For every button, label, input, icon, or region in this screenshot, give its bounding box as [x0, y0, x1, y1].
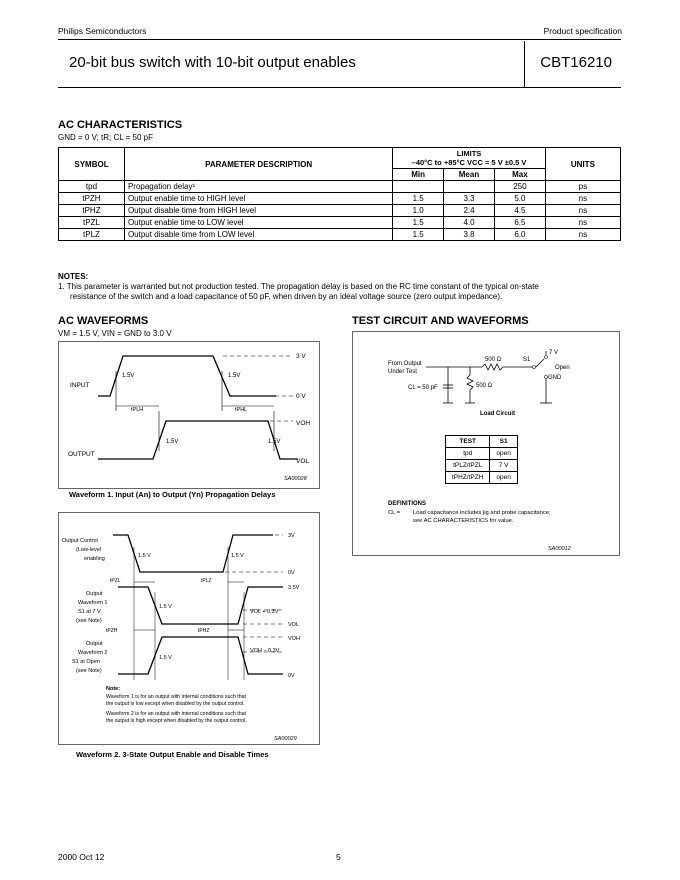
w1-label-3: S1 at 7 V: [78, 609, 101, 615]
ac-waveforms-conditions: VM = 1.5 V, VIN = GND to 3.0 V: [58, 329, 172, 338]
col-limits: LIMITS –40°C to +85°C VCC = 5 V ±0.5 V: [393, 148, 546, 169]
s1-cell: open: [490, 448, 517, 460]
mean-cell: 3.8: [444, 229, 495, 241]
m15-3: 1.5V: [166, 439, 179, 445]
max-cell: 6.5: [495, 217, 546, 229]
page-title: 20-bit bus switch with 10-bit output enables: [69, 54, 356, 71]
r2-label: 500 Ω: [476, 383, 493, 389]
table-row: [59, 193, 621, 205]
input-label: INPUT: [70, 382, 90, 389]
table-row: [446, 448, 518, 460]
ac-char-table: [58, 147, 621, 241]
w2-v0: 0V: [288, 570, 295, 576]
symbol-cell: tPZH: [59, 193, 125, 205]
gnd-label: GND: [548, 375, 562, 381]
units-cell: ns: [545, 205, 620, 217]
w2-note-2b: the output is high except when disabled by the output control.: [106, 718, 247, 724]
mean-cell: 3.3: [444, 193, 495, 205]
test-circuit-heading: TEST CIRCUIT AND WAVEFORMS: [352, 315, 529, 327]
from-label-1: From Output: [388, 361, 422, 367]
header-rule: [58, 39, 621, 40]
s1-table: [445, 435, 518, 484]
ac-waveforms-heading: AC WAVEFORMS: [58, 315, 149, 327]
table-row: [59, 181, 621, 193]
max-cell: 4.5: [495, 205, 546, 217]
w2-label-2: Waveform 2: [78, 650, 108, 656]
wf2-code: SA00029: [274, 736, 297, 742]
min-cell: 1.5: [393, 193, 444, 205]
param-cell: Output disable time from LOW level: [124, 229, 392, 241]
w2-note-1b: the output is low except when disabled by the output control.: [106, 701, 245, 707]
v3-label: 3 V: [296, 353, 306, 360]
w1-label-1: Output: [86, 591, 103, 597]
param-cell: Output enable time to LOW level: [124, 217, 392, 229]
from-label-2: Under Test: [388, 369, 417, 375]
max-cell: 5.0: [495, 193, 546, 205]
units-cell: ns: [545, 217, 620, 229]
units-cell: ps: [545, 181, 620, 193]
waveform1-caption: Waveform 1. Input (An) to Output (Yn) Propagation Delays: [69, 490, 276, 499]
symbol-cell: tPLZ: [59, 229, 125, 241]
col-symbol: SYMBOL: [59, 148, 125, 181]
v0-label: 0 V: [296, 393, 306, 400]
min-cell: 1.0: [393, 205, 444, 217]
footer-date: 2000 Oct 12: [58, 852, 105, 862]
notes-heading: NOTES:: [58, 272, 89, 281]
ac-char-heading: AC CHARACTERISTICS: [58, 119, 183, 131]
w2-vol: VOL: [288, 622, 300, 628]
w1-label-2: Waveform 1: [78, 600, 108, 606]
title-divider: [524, 41, 525, 87]
min-cell: 1.5: [393, 217, 444, 229]
m15-2: 1.5V: [228, 373, 241, 379]
part-number: CBT16210: [540, 54, 612, 71]
s1-cell: open: [490, 472, 517, 484]
w2-m15-1: 1.5 V: [138, 553, 151, 559]
def-cl: CL =: [388, 510, 401, 516]
test-cell: tPHZ/tPZH: [446, 472, 490, 484]
oc-label-3: enabling: [84, 556, 105, 562]
def-line-1: Load capacitance includes jig and probe capacitance;: [413, 510, 551, 516]
w2-voh03: VOH – 0.3V: [250, 648, 280, 654]
tphl-label: tPHL: [235, 407, 248, 413]
table-row: [59, 229, 621, 241]
ac-char-conditions: GND = 0 V; tR; CL = 50 pF: [58, 133, 153, 142]
tpzh-label: tPZH: [106, 628, 118, 634]
param-cell: Propagation delay¹: [124, 181, 392, 193]
m15-4: 1.5V: [268, 439, 281, 445]
wf1-code: SA00028: [284, 476, 307, 482]
m15-1: 1.5V: [122, 373, 135, 379]
table-row: [446, 472, 518, 484]
col-param: PARAMETER DESCRIPTION: [124, 148, 392, 181]
table-row: [59, 217, 621, 229]
title-rule: [58, 87, 621, 88]
w2-note-2a: Waveform 2 is for an output with internal conditions such that: [106, 711, 246, 717]
test-cell: tpd: [446, 448, 490, 460]
load-circuit-label: Load Circuit: [480, 411, 516, 417]
w2-label-1: Output: [86, 641, 103, 647]
mean-cell: [444, 181, 495, 193]
s1-table-test-header: TEST: [446, 436, 490, 448]
max-cell: 6.0: [495, 229, 546, 241]
w2-m15-4: 1.5 V: [159, 655, 172, 661]
w2-vol03: VOL + 0.3V: [250, 609, 279, 615]
s1-table-s1-header: S1: [490, 436, 517, 448]
w2-note-1a: Waveform 1 is for an output with internal conditions such that: [106, 694, 246, 700]
mean-cell: 2.4: [444, 205, 495, 217]
open-label: Open: [555, 365, 570, 371]
v7-label: 7 V: [549, 350, 559, 356]
output-label: OUTPUT: [68, 451, 95, 458]
table-row: [446, 460, 518, 472]
waveform2-figure: [58, 512, 320, 745]
cl-label: CL = 50 pF: [408, 385, 438, 391]
param-cell: Output disable time from HIGH level: [124, 205, 392, 217]
def-line-2: see AC CHARACTERISTICS for value.: [413, 518, 514, 524]
oc-label-2: (Low-level: [76, 547, 102, 553]
w2-v3: 3V: [288, 533, 295, 539]
min-cell: 1.5: [393, 229, 444, 241]
min-cell: [393, 181, 444, 193]
symbol-cell: tPHZ: [59, 205, 125, 217]
doc-type: Product specification: [543, 26, 622, 36]
w2-v0b: 0V: [288, 673, 295, 679]
r1-label: 500 Ω: [485, 357, 502, 363]
company-name: Philips Semiconductors: [58, 26, 147, 36]
w2-voh: VOH: [288, 636, 300, 642]
def-heading: DEFINITIONS: [388, 501, 427, 507]
note-1-cont: resistance of the switch and a load capacitance of 50 pF, when driven by an ideal voltage source (zero output impedance).: [70, 292, 503, 301]
test-cell: tPLZ/tPZL: [446, 460, 490, 472]
symbol-cell: tpd: [59, 181, 125, 193]
mean-cell: 4.0: [444, 217, 495, 229]
w2-label-3: S1 at Open: [72, 659, 100, 665]
col-limits-cond: –40°C to +85°C VCC = 5 V ±0.5 V: [411, 158, 527, 167]
table-row: [59, 205, 621, 217]
waveform2-caption: Waveform 2. 3-State Output Enable and Disable Times: [76, 750, 269, 759]
oc-label-1: Output Control: [62, 538, 98, 544]
tplz-label: tPLZ: [201, 578, 212, 584]
col-max: Max: [495, 169, 546, 181]
col-units: UNITS: [545, 148, 620, 181]
tc-code: SA00012: [548, 546, 571, 552]
col-mean: Mean: [444, 169, 495, 181]
footer-page: 5: [336, 852, 341, 862]
s1-cell: 7 V: [490, 460, 517, 472]
param-cell: Output enable time to HIGH level: [124, 193, 392, 205]
max-cell: 250: [495, 181, 546, 193]
col-min: Min: [393, 169, 444, 181]
w2-m15-3: 1.5 V: [159, 604, 172, 610]
tphz-label: tPHZ: [198, 628, 210, 634]
waveform1-figure: [58, 341, 320, 489]
symbol-cell: tPZL: [59, 217, 125, 229]
w2-note-head: Note:: [106, 686, 121, 692]
tpzl-label: tPZL: [110, 578, 121, 584]
note-1: 1. This parameter is warranted but not production tested. The propagation delay is based on the RC time constant of the typical on-state: [58, 282, 539, 291]
w2-v35: 3.5V: [288, 585, 300, 591]
w1-label-4: (see Note): [76, 618, 102, 624]
vol-label: VOL: [296, 458, 310, 465]
w2-label-4: (see Note): [76, 668, 102, 674]
w2-m15-2: 1.5 V: [231, 553, 244, 559]
units-cell: ns: [545, 193, 620, 205]
voh-label: VOH: [296, 420, 311, 427]
s1-label: S1: [523, 357, 531, 363]
tplh-label: tPLH: [131, 407, 144, 413]
units-cell: ns: [545, 229, 620, 241]
